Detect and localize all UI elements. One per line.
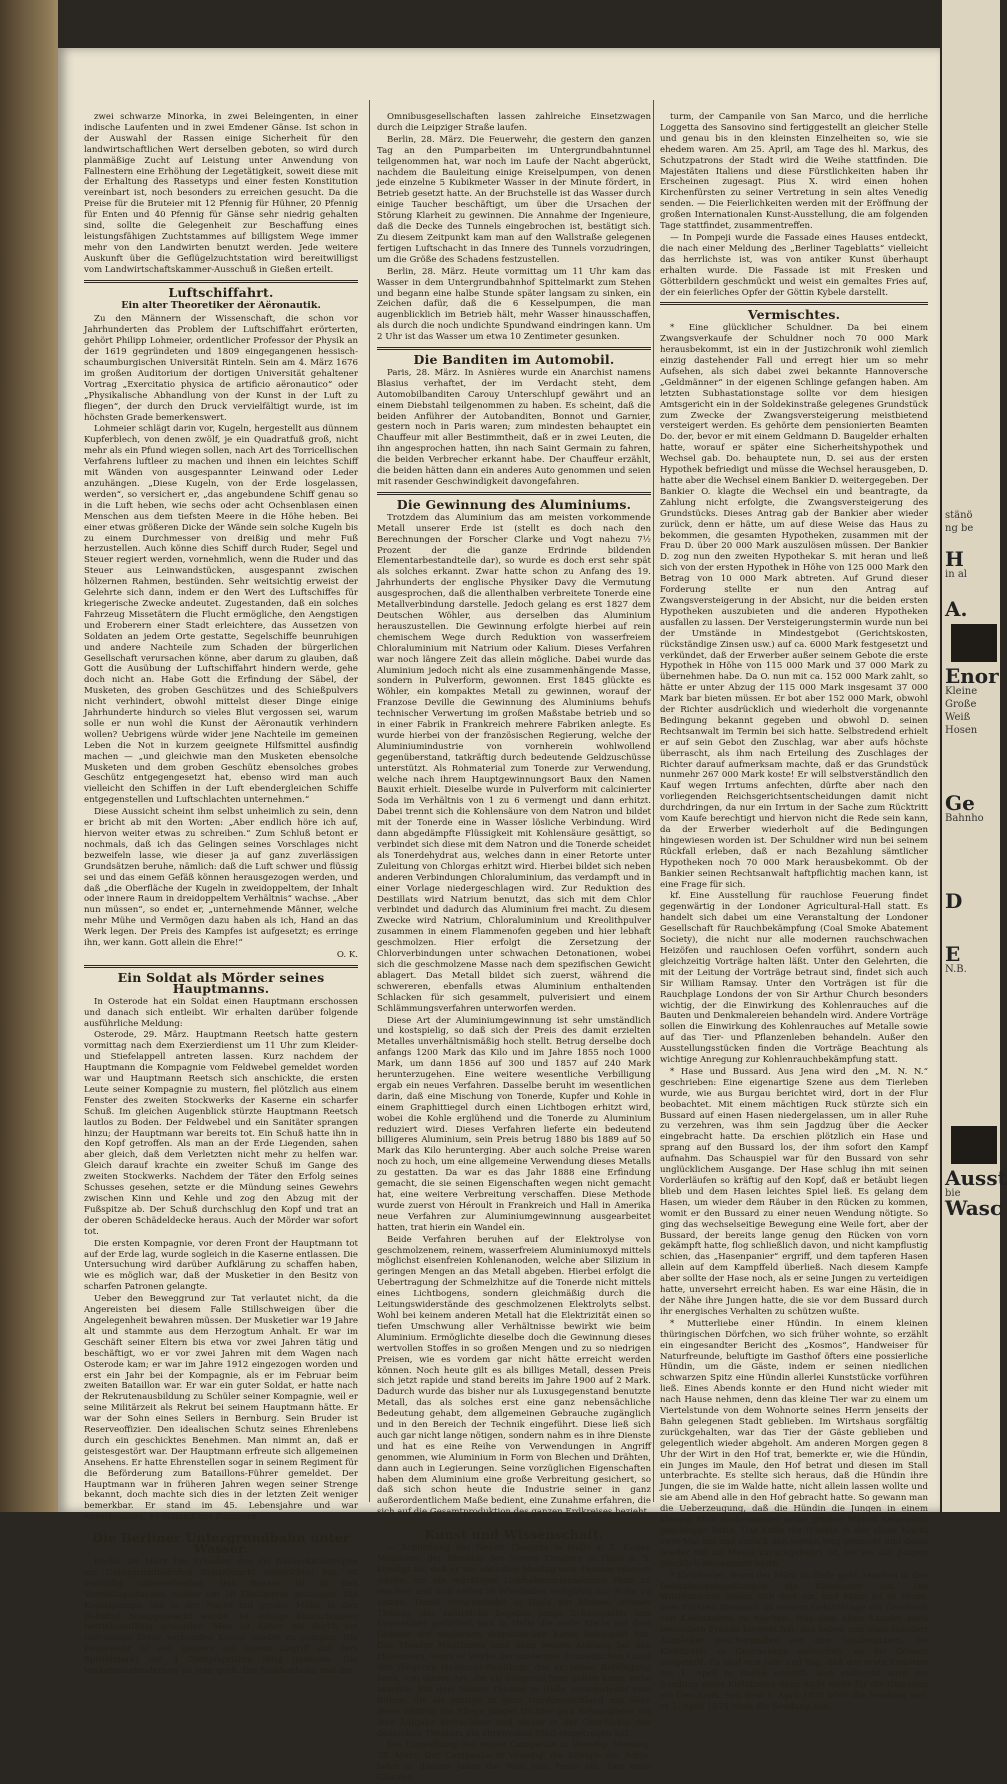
- paragraph: — Schließung des Neuen Theaters in Halle a. S. Eugen Mauthner, der Direktor des Neuen Theaters in Halle a. S. kündigt an, daß er am nächsten Montag sein Theater räumen werde, um ein mächtiges Liebhaberunternehmen Platz zu machen und sich selbst in Wiesbaden endgültig zur Ruhe zu setzen. Damit verschwindet in Halle ein kleines, intimes Theater, das zahlreiche begabte junge Schauspieler und Dramatiker gefördert und in Halle die erste Stelle auf dem Gebiete der modernen dramatischen Kunst behauptet hat. Das Theater Mauthners fand dann besten Anklang bei den Hallensern, wenn er Werke der modernen dramatischen Kunst den jüngeren Hallenser-Publikum, das er, seiner Befähigung nach, von dieser Art, die als ausgezeichnet gelten kann, nahe brachte. Mit dem Neuen Theater in Halle verschwindet eine Bühne, die als einzige in ganz Norddeutschland mit allen ihren Mitteln die Pflege junger Dichter und Schauspieler als ihre Aufgabe betrachtete und dieser in der Geschichte des deutschen Theaters ein ehrenvolles Blatt eingetragen hat.: [377, 1543, 651, 1739]
- next-page-edge: [942, 0, 1007, 1512]
- edge-block: [951, 1126, 997, 1164]
- paragraph: * Eine glücklicher Schuldner. Da bei einem Zwangsverkaufe der Schuldner noch 70 000 Mark herausbekommt, ist ein in der Justizchronik wohl ziemlich einzig dastehender Fall und erregt hier um so mehr Aufsehen, als sich dabei zwei bekannte Hannoversche „Geldmänner“ in der eigenen Schlinge gefangen haben. Am letzten Subhastationstage sollte vor dem hiesigen Amtsgericht ein in der Soldekinstraße gelegenes Grundstück zum Zwecke der Zwangsversteigerung meistbietend versteigert werden. Es gehörte dem pensionierten Beamten Do. der, bevor er mit einem Geldmann D. Baugelder erhalten hatte, worauf er später eine Sicherheitshypothek und Wechsel gab. Do. behauptete nun, D. sei aus der ersten Hypothek befriedigt und müsse die Wechsel herausgeben, D. hatte aber die Wechsel einem Bankier D. weitergegeben. Der Bankier O. klagte die Wechsel ein und beantragte, da Zahlung nicht erfolgte, die Zwangsversteigerung des Grundstücks. Dieses Antrag gab der Bankier aber wieder zurück, denn er hätte, um auf diese Weise das Haus zu bekommen, die gesamten Hypotheken, zusammen mit der Frau D. über 20 000 Mark auszulösen müssen. Der Bankier D. zog nun den zweiten Hypothekar S. mit heran und ließ sich von der ersten Hypothek in Höhe von 125 000 Mark den Betrag von 10 000 Mark abtreten. Auf Grund dieser Forderung stellte er nun den Antrag auf Zwangsversteigerung in der Absicht, nur die beiden ersten Hypotheken auszubieten und die anderen Hypotheken ausfallen zu lassen. Der Versteigerungstermin wurde nun bei der Umstände in Mindestgebot (Gerichtskosten, rückständige Zinsen usw.) auf ca. 6000 Mark festgesetzt und verkündet, daß der Erwerber außer seinem Gebote die erste Hypothek in Höhe von 115 000 Mark und 37 000 Mark zu übernehmen habe. Da O. nun mit ca. 152 000 Mark zahlt, so hätte er unter Abzug der 115 000 Mark insgesamt 37 000 Mark bar bieten müssen. Er bot aber 152 000 Mark, obwohl der Richter ausdrücklich und wiederholt die vorgenannte Bedingung bekannt gegeben und obwohl D. seinen Rechtsanwalt im Termin bei sich hatte. Selbstredend erhielt er auf sein Gebot den Zuschlag, war aber aufs höchste überrascht, als ihm nach Erteilung des Zuschlages der Richter darauf aufmerksam machte, daß er das Grundstück nunmehr 267 000 Mark koste! Er will selbstverständlich den Kauf wegen Irrtums anfechten, dürfte aber nach den vorliegenden Reichsgerichtsentscheidungen damit nicht durchdringen, da nur ein Irrtum in der Sache zum Rücktritt vom Kaufe berechtigt und hiervon nicht die Rede sein kann, da der Erwerber wiederholt auf die Bedingungen hingewiesen worden ist. Der Schuldner wird nun bei seinem Rückfall erleben, daß er nach Bezahlung sämtlicher Hypotheken noch 70 000 Mark herausbekommt. Ob der Bankier seinen Rechtsanwalt haftpflichtig machen kann, ist eine Frage für sich.: [660, 323, 928, 890]
- paragraph: In Osterode hat ein Soldat einen Hauptmann erschossen und danach sich entleibt. Wir erhalten darüber folgende ausführliche Meldung:: [84, 996, 358, 1029]
- paragraph: turm, der Campanile von San Marco, und die herrliche Loggetta des Sansovino sind fertiggestellt an gleicher Stelle und genau bis in den kleinsten Einzelheiten so, wie sie ehedem waren. Am 25. April, am Tage des hl. Markus, des Schutzpatrons der Stadt wird die Weihe stattfinden. Die Majestäten Italiens und diese Fürstlichkeiten haben ihr Erscheinen zugesagt. Pius X. wird einen hohen Kirchenfürsten zu seiner Vertretung in sein altes Venedig senden. — Die Feierlichkeiten werden mit der Eröffnung der großen Internationalen Kunst-Ausstellung, die am folgenden Tage stattfindet, zusammentreffen.: [660, 112, 928, 232]
- paragraph: Berlin, 28. März. Der Schaden, den die Wasserkatastrophe am Untergrundbahnhof Spittelmarkt angerichtet hat, ist vorläufig unberechenbar. Das Wasser ist in den Vormittagsstunden wieder um 10 Zentimeter gestiegen. Die Kesselpumpe, die in der Nacht mit großer Mühe in den Bahnhof hinabgebracht wurde, ist infolge Kurzschlusses betriebsunfähig geworden. Man ist daher, die durch ein Galvanisier-Kreuz verbunden Kessel wieder zu pumpen. Die Feuerwehr ist seit gestern mit einem Zugriff auf dem Spittelmarkt mit 4 Dampfspritzen tätig gewesen. Die Verkehrsbehinderung ist sehr groß. Die Straßenbahn und die: [84, 1557, 358, 1677]
- edge-text: Ausst: [945, 1166, 1007, 1190]
- paragraph: * Mutterliebe einer Hündin. In einem kleinen thüringischen Dörfchen, wo sich früher wohnte, so erzählt ein eingesandter Bericht des „Kosmos“, Handweiser für Naturfreunde, beluftigte im Gasthof öfters eine possierliche Hündin, um die Gäste, indem er seinen niedlichen schwarzen Spitz eine Hündin allerlei Kunststücke vorführen ließ. Eines Abends konnte er den Hund nicht wieder mit nach Hause nehmen, denn das kleine Tier war zu einem um Viertelstunde von dem Wohnorte seines Herrn jenseits der Bahn gelegenen Stadt geblieben. Im Wirtshaus sorgfältig zurückgehalten, war das Tier der Gäste geblieben und gelegentlich wieder abgeholt. Am anderen Morgen gegen 8 Uhr der Wirt in den Hof trat, bemerkte er, wie die Hündin, ein Junges im Maule, den Hof betrat und diesen im Stall unterbrachte. Es stellte sich heraus, daß die Hündin ihre Jungen, die sie im Walde hatte, nicht allein lassen wollte und sie am Abend alle in den Hof gebracht hatte. So gewann man die Ueberzeugung, daß die Hündin die Jungen in einem kleinen Stall nacheinander unter großen Mühen heimwärts geschleppt hatte. Das hatte die Hündin in der einen Nacht zwei Mal hin und zurück den weiten Weg gemacht und dabei wieder mit im Maule zurückgekehrt ist, bis sie alle Jungen glücklich beisammen hatte.: [660, 1318, 928, 1569]
- edge-text: Ge: [945, 791, 975, 815]
- column-2: [377, 112, 651, 1784]
- paragraph: Die ersten Kompagnie, vor deren Front der Hauptmann tot auf der Erde lag, wurde sogleich in die Kaserne entlassen. Die Untersuchung wird darüber Aufklärung zu schaffen haben, wie es möglich war, daß der Musketier in den Besitz von scharfen Patronen gelangte.: [84, 1238, 358, 1293]
- heading-soldat: Ein Soldat als Mörder seines Hauptmanns.: [117, 969, 325, 996]
- paragraph: Trotzdem das Aluminium das am meisten vorkommende Metall unserer Erde ist (stellt es doch nach den Berechnungen der Forscher Clarke und Vogt nahezu 7½ Prozent der die ganze Erdrinde bildenden Elementarbestandteile dar), so wurde es doch erst sehr spät als solches erkannt. Zwar hatte schon zu Anfang des 19. Jahrhunderts der englische Physiker Davy die Vermutung ausgesprochen, daß die allenthalben verbreitete Tonerde eine Metallverbindung darstelle. Jedoch gelang es erst 1827 dem Deutschen Wöhler, aus derselben das Aluminium herauszustellen. Die Gewinnung erfolgte hierbei auf rein chemischem Wege durch Reduktion von wasserfreiem Chloraluminium mit Natrium oder Kalium. Dieses Verfahren war noch längere Zeit das allein mögliche. Dabei wurde das Aluminium jedoch nicht als eine zusammenhängende Masse, sondern in Pulverform, gewonnen. Erst 1845 glückte es Wöhler, ein kompaktes Metall zu gewinnen, worauf der Franzose Deville die Gewinnung des Aluminiums behufs technischer Verwertung im großen Maßstabe betrieb und so in einer Fabrik in Frankreich mehrere Fabriken anlegte. Es wurde hierbei von der französischen Regierung, welche der Aluminiumindustrie von vornherein wohlwollend gegenüberstand, tatkräftig durch bedeutende Geldzuschüsse unterstützt. Als Rohmaterial zum Tonerde zur Verwendung, welche nach ihrem Hauptgewinnungsort Baux den Namen Bauxit erhielt. Dieselbe wurde in Pulverform mit calcinierter Soda im Verhältnis von 1 zu 6 vermengt und dann erhitzt. Dabei trennt sich die Kohlensäure von dem Natron und bildet mit der Tonerde eine in Wasser lösliche Verbindung. Wird dann abgedämpfte Flüssigkeit mit Kohlensäure gesättigt, so verbindet sich diese mit dem Natron und die Tonerde scheidet als Tonerdehydrat aus, welches dann in einer Retorte unter Zuleitung von Chlorgas erhitzt wird. Hierbei bildet sich neben anderen Verbindungen Chloraluminium, das verdampft und in einer Vorlage niedergeschlagen wird. Zur Reduktion des Destillats wird Natrium benutzt, das sich mit dem Chlor verbindet und dadurch das Aluminium frei macht. Zu diesem Zwecke wird Natrium, Chloraluminium und Kreolithpulver zusammen in einem Flammenofen gegeben und hier lebhaft geschmolzen. Hier erfolgt die Zersetzung der Chlorverbindungen unter schwachen Detonationen, wobei sich die geschmolzene Masse nach dem spezifischen Gewicht ablagert. Das Metall bildet sich zuerst, während die schwereren, ebenfalls etwas Aluminium enthaltenden Schlacken für sich gesammelt, pulverisiert und einem Schlämmungsverfahren unterworfen werden.: [377, 512, 651, 1014]
- column-divider: [369, 100, 370, 1502]
- paragraph: Lohmeier schlägt darin vor, Kugeln, hergestellt aus dünnem Kupferblech, von denen zwölf, je ein Quadratfuß groß, nicht mehr als ein Pfund wiegen sollen, nach Art des Torricellischen Verfahrens luftleer zu machen und ihnen ein leichtes Schiff mit Wänden von ausgespannter Leinwand oder Leder anzuhängen. „Diese Kugeln, von der Erde losgelassen, werden“, so versichert er, „das angebundene Schiff genau so in die Luft heben, wie sechs oder acht Ochsenblasen einen Menschen aus dem tiefsten Meere in die Höhe heben. Bei einer etwas größeren Dicke der Wände sein solche Kugeln bis zu einem Durchmesser von dreißig und mehr Fuß herzustellen. Auch könne dies Schiff durch Ruder, Segel und Steuer regiert werden, vornehmlich, wenn die Ruder und das Steuer aus Leinwandstücken, ausgespannt zwischen hölzernen Rahmen, bestünden. Sehr weitsichtig erweist der Gelehrte sich dann, indem er den Wert des Luftschiffes für kriegerische Zwecke andeutet. Zugestanden, daß ein solches Fahrzeug Missetätern die Flucht ermögliche, den Aengstigen und Eroberern einer Stadt erleichtere, das Aussetzen von Soldaten an jedem Orte gestatte, Segelschiffe beunruhigen und andere Nachteile zum Schaden der bürgerlichen Gesellschaft verursachen könne, aber darum zu glauben, daß Gott die Ausübung der Luftschiffahrt hindern werde, gehe doch nicht an. Habe Gott die Erfindung der Säbel, der Musketen, des groben Geschützes und des Schießpulvers nicht verhindert, obwohl mittelst dieser Dinge einige Jahrhunderte hindurch so vieles Blut vergossen sei, warum solle er nun wohl die Kunst der Aëronautik verhindern wollen? Uebrigens würde wider jene Nachteile im gemeinen Leben die Not in kurzem geeignete Hilfsmittel ausfindig machen — „und gleichwie man den Musketen ebensolche Musketen und dem groben Geschütz ebensolches grobes Geschütz entgegengesetzt hat, ebenso wird man auch vielleicht den Schiffen in der Luft ebendergleichen Schiffe entgegenstellen und Luftschlachten unternehmen.“: [84, 424, 358, 806]
- paragraph: — In Pompeji wurde die Fassade eines Hauses entdeckt, die nach einer Meldung des „Berliner Tageblatts“ vielleicht das herrlichste ist, was von antiker Kunst überhaupt erhalten wurde. Die Fassade ist mit Fresken und Götterbildern geschmückt und weist ein gemaltes Fries auf, der ein feierliches Opfer der Göttin Kybele darstellt.: [660, 232, 928, 298]
- paragraph: Osterode, 29. März. Hauptmann Reetsch hatte gestern vormittag nach dem Exerzierdienst um 11 Uhr zum Kleider- und Stiefelappell antreten lassen. Kurz nachdem der Hauptmann die Kompagnie vom Feldwebel gemeldet worden war und Hauptmann Reetsch sich anschickte, die ersten Leute seiner Kompagnie zu mustern, fiel plötzlich aus einem Fenster des zweiten Stockwerks der Kaserne ein scharfer Schuß. Im gleichen Augenblick stürzte Hauptmann Reetsch lautlos zu Boden. Der Feldwebel und ein Sanitäter sprangen hinzu; der Hauptmann war bereits tot. Ein Schuß hatte ihn in den Kopf getroffen. Als man an der Erde Liegenden, sahen aber gleich, daß dem Verletzten nicht mehr zu helfen war. Gleich darauf krachte ein zweiter Schuß im Gange des zweiten Stockwerks. Nachdem der Täter den Erfolg seines Schusses gesehen, setzte er die Mündung seines Gewehrs zwischen Kinn und Kehle und zog den Abzug mit der Fußspitze ab. Der Schuß durchschlug den Kopf und trat an der oberen Schädeldecke heraus. Auch der Mörder war sofort tot.: [84, 1030, 358, 1237]
- paragraph: Ueber den Beweggrund zur Tat verlautet nicht, da die Angereisten bei diesem Falle Stillschweigen über die Angelegenheit bewahren müssen. Der Musketier war 19 Jahre alt und stammte aus dem Herzogtum Anhalt. Er war im Geschäft seiner Eltern bis etwa vor zwei Jahren tätig und beschäftigt, wo er vor zwei Jahren mit dem Wagen nach Osterode kam; er war im Jahre 1912 eingezogen worden und erst ein Jahr bei der Kompagnie, als er im Februar beim zweiten Bataillon war. Er war ein guter Soldat, er hatte nach der Rekrutenausbildung zu Schüler seiner Kompagnie, weil er seine Militärzeit als Rekrut bei seinem Hauptmann hätte. Er war der Sohn eines Seilers in Bernburg. Sein Bruder ist Reserveoffizier. Den idealischen Schutz seines Ehrenlebens durch ein geschicktes Benehmen. Man nimmt an, daß er geistesgestört war. Der Hauptmann erfreute sich allgemeinen Ansehens. Er hatte Ehrenstellen sogar in seinem Regiment für die Beförderung zum Bataillons-Führer gemeldet. Der Hauptmann war in früheren Jahren wegen seiner Strenge bekannt, doch machte sich dies in der letzten Zeit weniger bemerkbar. Er stand im 45. Lebensjahre und war unverheiratet. Er stammt aus Pommern.: [84, 1294, 358, 1523]
- edge-text: bie: [945, 1188, 961, 1199]
- heading-luftschiffahrt: Luftschiffahrt.: [168, 284, 274, 300]
- section-rule: [377, 492, 651, 495]
- section-rule: [660, 302, 928, 305]
- column-1: [84, 112, 358, 1677]
- edge-text: stänö: [945, 510, 973, 521]
- edge-text: ng be: [945, 523, 974, 534]
- section-rule: [84, 280, 358, 283]
- heading-kunst: Kunst und Wissenschaft.: [424, 1527, 604, 1543]
- article-poultry-end: zwei schwarze Minorka, in zwei Beleingenten, in einer indische Laufenten und in zwei Emdener Gänse. Ist schon in der Auswahl der Rassen einige Sicherheit für den landwirtschaftlichen Wert derselben geboten, so wird durch planmäßige Zucht auf Leistung unter Anwendung von Fallnestern eine Erhöhung der Legetätigkeit, soweit diese mit der Erhaltung des Rassetyps und einer festen Konstitution vereinbart ist, noch besonders zu erreichen gesucht. Da die Preise für die Bruteier mit 12 Pfennig für Hühner, 20 Pfennig für Enten und 40 Pfennig für Gänse sehr niedrig gehalten sind, sollte die Gelegenheit zur Beschaffung eines leistungsfähigen Zuchtstammes auf billigstem Wege immer mehr von den Landwirten benutzt werden. Jede weitere Auskunft über die Geflügelzuchtstation wird bereitwilligst vom Landwirtschaftskammer-Ausschuß in Gießen erteilt.: [84, 112, 358, 275]
- heading-untergrundbahn: Die Berliner Untergrundbahn unter Wasser.: [92, 1530, 350, 1557]
- paragraph: * Hase und Bussard. Aus Jena wird den „M. N. N.“ geschrieben: Eine eigenartige Szene aus dem Tierleben wurde, wie aus Burgau berichtet wird, dort in der Flur beobachtet. Mit einem mächtigen Ruck stürzte sich ein Bussard auf einen Hasen niedergelassen, um in aller Ruhe zu verzehren, was ihm sein Jagdzug über die Aecker eingebracht hatte. Da erschien plötzlich ein Hase und sprang auf den Bussard los, der ihm sofort den Kampf aufnahm. Das Schauspiel war für den Bussard von sehr unglücklichem Ausgange. Der Hase schlug ihn mit seinen Vorderläufen so kräftig auf den Kopf, daß er betäubt liegen blieb und dem Hasen leichtes Spiel ließ. Es gelang dem Hasen, um wieder dem Räuber in den Rücken zu kommen, womit er den Bussard zu einer neuen Wendung nötigte. So ging das wechselseitige Bewegung eine Weile fort, aber der Bussard, der bereits lange genug den Rücken von vorn gekämpft hatte, flog schließlich davon, und nicht kampflustig schien, das „Hasenpanier“ ergriff, und dem tapferen Hasen allein auf dem Kampffeld überließ. Nach diesem Kampfe aber sollte der Hase noch, als er seine Jungen zu verteidigen hatte, unversehrt erreicht haben. Es war eine Häsin, die in der Nähe ihre Jungen hatte, die sie vor dem Bussard durch ihr energisches Verhalten zu schützen wußte.: [660, 1066, 928, 1317]
- paragraph: Diese Aussicht scheint ihm selbst unheimlich zu sein, denn er bricht ab mit den Worten: „Aber endlich höre ich auf, hiervon weiter etwas zu schreiben.“ Zum Schluß betont er nochmals, daß ich das Gelingen seines Vorschlages nicht bezweifeln lasse, wie dieser ja auf ganz zuverlässigen Grundsätzen beruhe, nämlich: daß die Luft schwer und flüssig sei und das einem Gefäß können herausgezogen werden, und daß „die Oberfläche der Kugeln in zweidoppeltem, der Inhalt oder innere Raum in dreidoppeltem Verhältnis“ wachse. „Aber nun müssen“, so endet er, „unternehmende Männer, welche mehr Mühe und Vermögen dazu haben als ich, Hand an das Werk legen. Der Preis des Kampfes ist aufgesetzt; es erringe ihn, wer kann. Gott allein die Ehre!“: [84, 807, 358, 949]
- edge-block: [951, 624, 997, 662]
- book-binding: [0, 0, 58, 1512]
- edge-text: Weiß: [945, 712, 971, 723]
- column-divider: [653, 100, 654, 1502]
- paragraph: Paris, 28. März. In Asnières wurde ein Anarchist namens Blasius verhaftet, der im Verdacht steht, dem Automobilbanditen Carouy Unterschlupf gewährt und an einem Diebstahl teilgenommen zu haben. Es scheint, daß die beiden Anführer der Autobanditen, Bonnot und Garnier, gestern noch in Paris waren; zum mindesten behauptet ein Chauffeur mit aller Bestimmtheit, daß er in zwei Leuten, die ihn angesprochen hatten, ihn nach Saint Germain zu fahren, die beiden Verbrecher erkannt habe. Der Chauffeur erzählt, die beiden hätten dann ein anderes Auto genommen und seien mit rasender Geschwindigkeit davongefahren.: [377, 367, 651, 487]
- edge-text: A.: [945, 597, 968, 621]
- section-rule: [84, 1527, 358, 1528]
- paragraph: Omnibusgesellschaften lassen zahlreiche Einsetzwagen durch die Leipziger Straße laufen.: [377, 112, 651, 133]
- edge-text: in al: [945, 569, 967, 580]
- edge-text: Hosen: [945, 725, 978, 736]
- signature: O. K.: [336, 949, 358, 960]
- section-rule: [84, 965, 358, 968]
- paragraph: kf. Eine Ausstellung für rauchlose Feuerung findet gegenwärtig in der Londoner Agricultural-Hall statt. Es handelt sich dabei um eine Veranstaltung der Londoner Gesellschaft für Rauchbekämpfung (Coal Smoke Abatement Society), die nicht nur alle modernen rauchschwachen Heizöfen und rauchlosen Oefen vorführt, sondern auch gleichzeitig Vorträge halten läßt. Unter den Gelehrten, die mit der Leitung der Vorträge betraut sind, findet sich auch Sir William Ramsay. Unter den Vorträgen ist für die Rauchplage Londons der von Sir Arthur Church besonders wichtig, der die Einwirkung des Kohlenrauches auf die Bauten und Denkmalereien behandeln wird. Andere Vorträge sollen die Einwirkung des Kohlenrauches auf Metalle sowie auf das Tier- und Pflanzenleben behandeln. Außer den Ausstellungsstücken finden die Vorträge Beachtung als wichtige Anregung zur Kohlenrauchbekämpfung statt.: [660, 891, 928, 1066]
- paragraph: Zu den Männern der Wissenschaft, die schon vor Jahrhunderten das Problem der Luftschiffahrt erörterten, gehört Philipp Lohmeier, ordentlicher Professor der Physik an der 1619 gegründeten und 1809 eingegangenen hessisch-schaumburgischen Universität Rinteln. Sein am 4. März 1676 im großen Auditorium der dortigen Universität gehaltener Vortrag „Exercitatio physica de artificio aëronautico“ oder „Physikalische Abhandlung von der Kunst in der Luft zu fliegen“, der durch den Druck vervielfältigt wurde, ist im höchsten Grade bemerkenswert.: [84, 314, 358, 423]
- heading-automobil: Die Banditen im Automobil.: [413, 352, 615, 368]
- edge-text: Große: [945, 699, 977, 710]
- edge-text: N.B.: [945, 964, 967, 975]
- section-rule: [377, 1522, 651, 1525]
- heading-aluminium: Die Gewinnung des Aluminiums.: [396, 496, 632, 512]
- edge-text: D: [945, 889, 963, 913]
- paragraph: * Kiebitzeier. Wenn der März zu Ende geht, tauchen in den Delikatessenhandlungen die Kiebitzeier auf. Die Wittelsbacher lassen sich dort ein, und kaum ist es Mode, dem Fürsten Bismarck zu seinem Geburtstage ein Geschenk von Kiebitzeiern zu machen. Was dem alten Kanzler stets besondere Freude bereitet hat, das haben nun viele Hundert Altmärker gleichermaßen von den Gutsbesitzern, die Kiebitzeier zu Geschenken aufsuchen, an die Gönner ausgeteilt. Es sind nun Jahr und Tag, daß der erste Kiebitzei am 1. April in Berlin eintrifft, und vielleicht wird die Sendung eines Kiebitzeies dann nicht mehr für die Getreuen ein Geschenk. Seit dem 1. April 1875 blieb die Sendung aus, er 1. April 1875 blieb die Sendung aus.: [660, 1570, 928, 1712]
- paragraph: Beide Verfahren beruhen auf der Elektrolyse von geschmolzenem, reinem, wasserfreiem Aluminiumoxyd mittels möglichst eisenfreien Kohlenanoden, welche aber Silizium in geringen Mengen an das Metall abgeben. Hierbei erfolgt die Uebertragung der Schmelzhitze auf die Tonerde nicht mittels eines Lichtbogens, sondern gleichmäßig durch die Leitungswiderstände des geschmolzenen Elektrolyts selbst. Wohl bei keinem anderen Metall hat die Elektrizität einen so tiefen Umschwung aller Verhältnisse bewirkt wie beim Aluminium. Ermöglichte dieselbe doch die Gewinnung dieses wertvollen Stoffes in so großen Mengen und zu so niedrigen Preisen, wie es vordem gar nicht hätte erreicht werden können. Noch heute gilt es als billiges Metall, dessen Preis sich jetzt rapide und stand bereits im Jahre 1900 auf 2 Mark. Dadurch wurde das bisher nur als Luxusgegenstand benutzte Metall, das als solches erst eine ganz nebensächliche Bedeutung gehabt, dem allgemeinen Gebrauche zugänglich und in den Bereich der Technik eingeführt. Diese ließ sich auch gar nicht lange nötigen, sondern nahm es in ihre Dienste und hat es eine Reihe von Verwendungen in Angriff genommen, wie Aluminium in Form von Blechen und Drähten, dann auch in Legierungen. Seine vorzüglichen Eigenschaften haben dem Aluminium eine große Verbreitung gesichert, so daß sich schon heute die Industrie seiner in ganz außerordentlichem Maße bedient, eine Zunahme erfahren, die sich auf die Gesamtproduktion des ganzen Erdkreises bezieht.: [377, 1234, 651, 1518]
- paragraph: Berlin, 28. März. Heute vormittag um 11 Uhr kam das Wasser in dem Untergrundbahnhof Spittelmarkt zum Stehen und begann eine halbe Stunde später langsam zu sinken, ein Zeichen dafür, daß die 6 Kesselpumpen, die man augenblicklich im Betrieb hält, mehr Wasser hinausschaffen, als durch die noch undichte Spundwand eindringen kann. Um 2 Uhr ist das Wasser um etwa 10 Zentimeter gesunken.: [377, 266, 651, 343]
- column-3: [660, 112, 928, 1712]
- subheading-aeronautik: Ein alter Theoretiker der Aëronautik.: [121, 299, 321, 311]
- edge-text: E: [945, 942, 961, 966]
- paragraph: Diese Art der Aluminiumgewinnung ist sehr umständlich und kostspielig, so daß sich der Preis des damit erzielten Metalles unverhältnismäßig hoch stellt. Betrug derselbe doch anfangs 1200 Mark das Kilo und im Jahre 1855 noch 1000 Mark, um dann 1856 auf 300 und 1857 auf 240 Mark herunterzugehen. Eine weitere wesentliche Verbilligung ergab ein neues Verfahren. Dasselbe beruht im wesentlichen darin, daß eine Mischung von Tonerde, Kupfer und Kohle in einem Graphittiegel durch einen Lichtbogen erhitzt wird, wobei die Kohle erglühend und die Tonerde zu Aluminium reduziert wird. Dieses Verfahren lieferte ein bedeutend billigeres Aluminium, sein Preis betrug 1880 bis 1889 auf 50 Mark das Kilo herunterging. Aber auch solche Preise waren noch zu hoch, um eine allgemeine Verwendung dieses Metalls zu gestatten. Da war es das Jahr 1888 eine Erfindung gemacht, die sie seinen Eigenschaften wegen nicht gemacht hat, eine weitere Verbreitung verschaffen. Diese Methode wurde zuerst von Héroult in Frankreich und Hall in Amerika neue Verfahren zur Aluminiumgewinnung ausgearbeitet hatten, trat hierin ein Wandel ein.: [377, 1015, 651, 1233]
- edge-text: Bahnho: [945, 813, 984, 824]
- edge-text: Wasc: [945, 1196, 1003, 1220]
- paragraph: Die Einweihung des neuen Campanile in Venedig. Venedig, 28. März. Der Campanile in Venedig, die Königin der Adria, ladet in diesem Jahre die Welt zum Feste ein. Der neue Glocken-: [377, 1740, 651, 1784]
- section-rule: [377, 347, 651, 350]
- edge-text: Kleine: [945, 686, 978, 697]
- heading-vermischtes: Vermischtes.: [747, 307, 841, 323]
- paragraph: Berlin, 28. März. Die Feuerwehr, die gestern den ganzen Tag an den Pumparbeiten im Untergrundbahntunnel teilgenommen hat, war noch im Laufe der Nacht abgerückt, nachdem die Bauleitung einige Kreiselpumpen, von denen jede einzelne 5 Kubikmeter Wasser in der Minute fördert, in Betrieb gesetzt hatte. An der Bruchstelle ist das Wasser durch einige Taucher beschäftigt, um über die Ursachen der Störung Klarheit zu gewinnen. Die Annahme der Ingenieure, daß die Decke des Tunnels eingebrochen ist, bestätigt sich. Zu diesem Zeitpunkt kam man auf den Wallstraße gelegenen fertigen Luftschacht in das Innere des Tunnels vorzudringen, um die Größe des Schadens festzustellen.: [377, 134, 651, 265]
- edge-text: H: [945, 547, 964, 571]
- edge-text: Enor: [945, 664, 999, 688]
